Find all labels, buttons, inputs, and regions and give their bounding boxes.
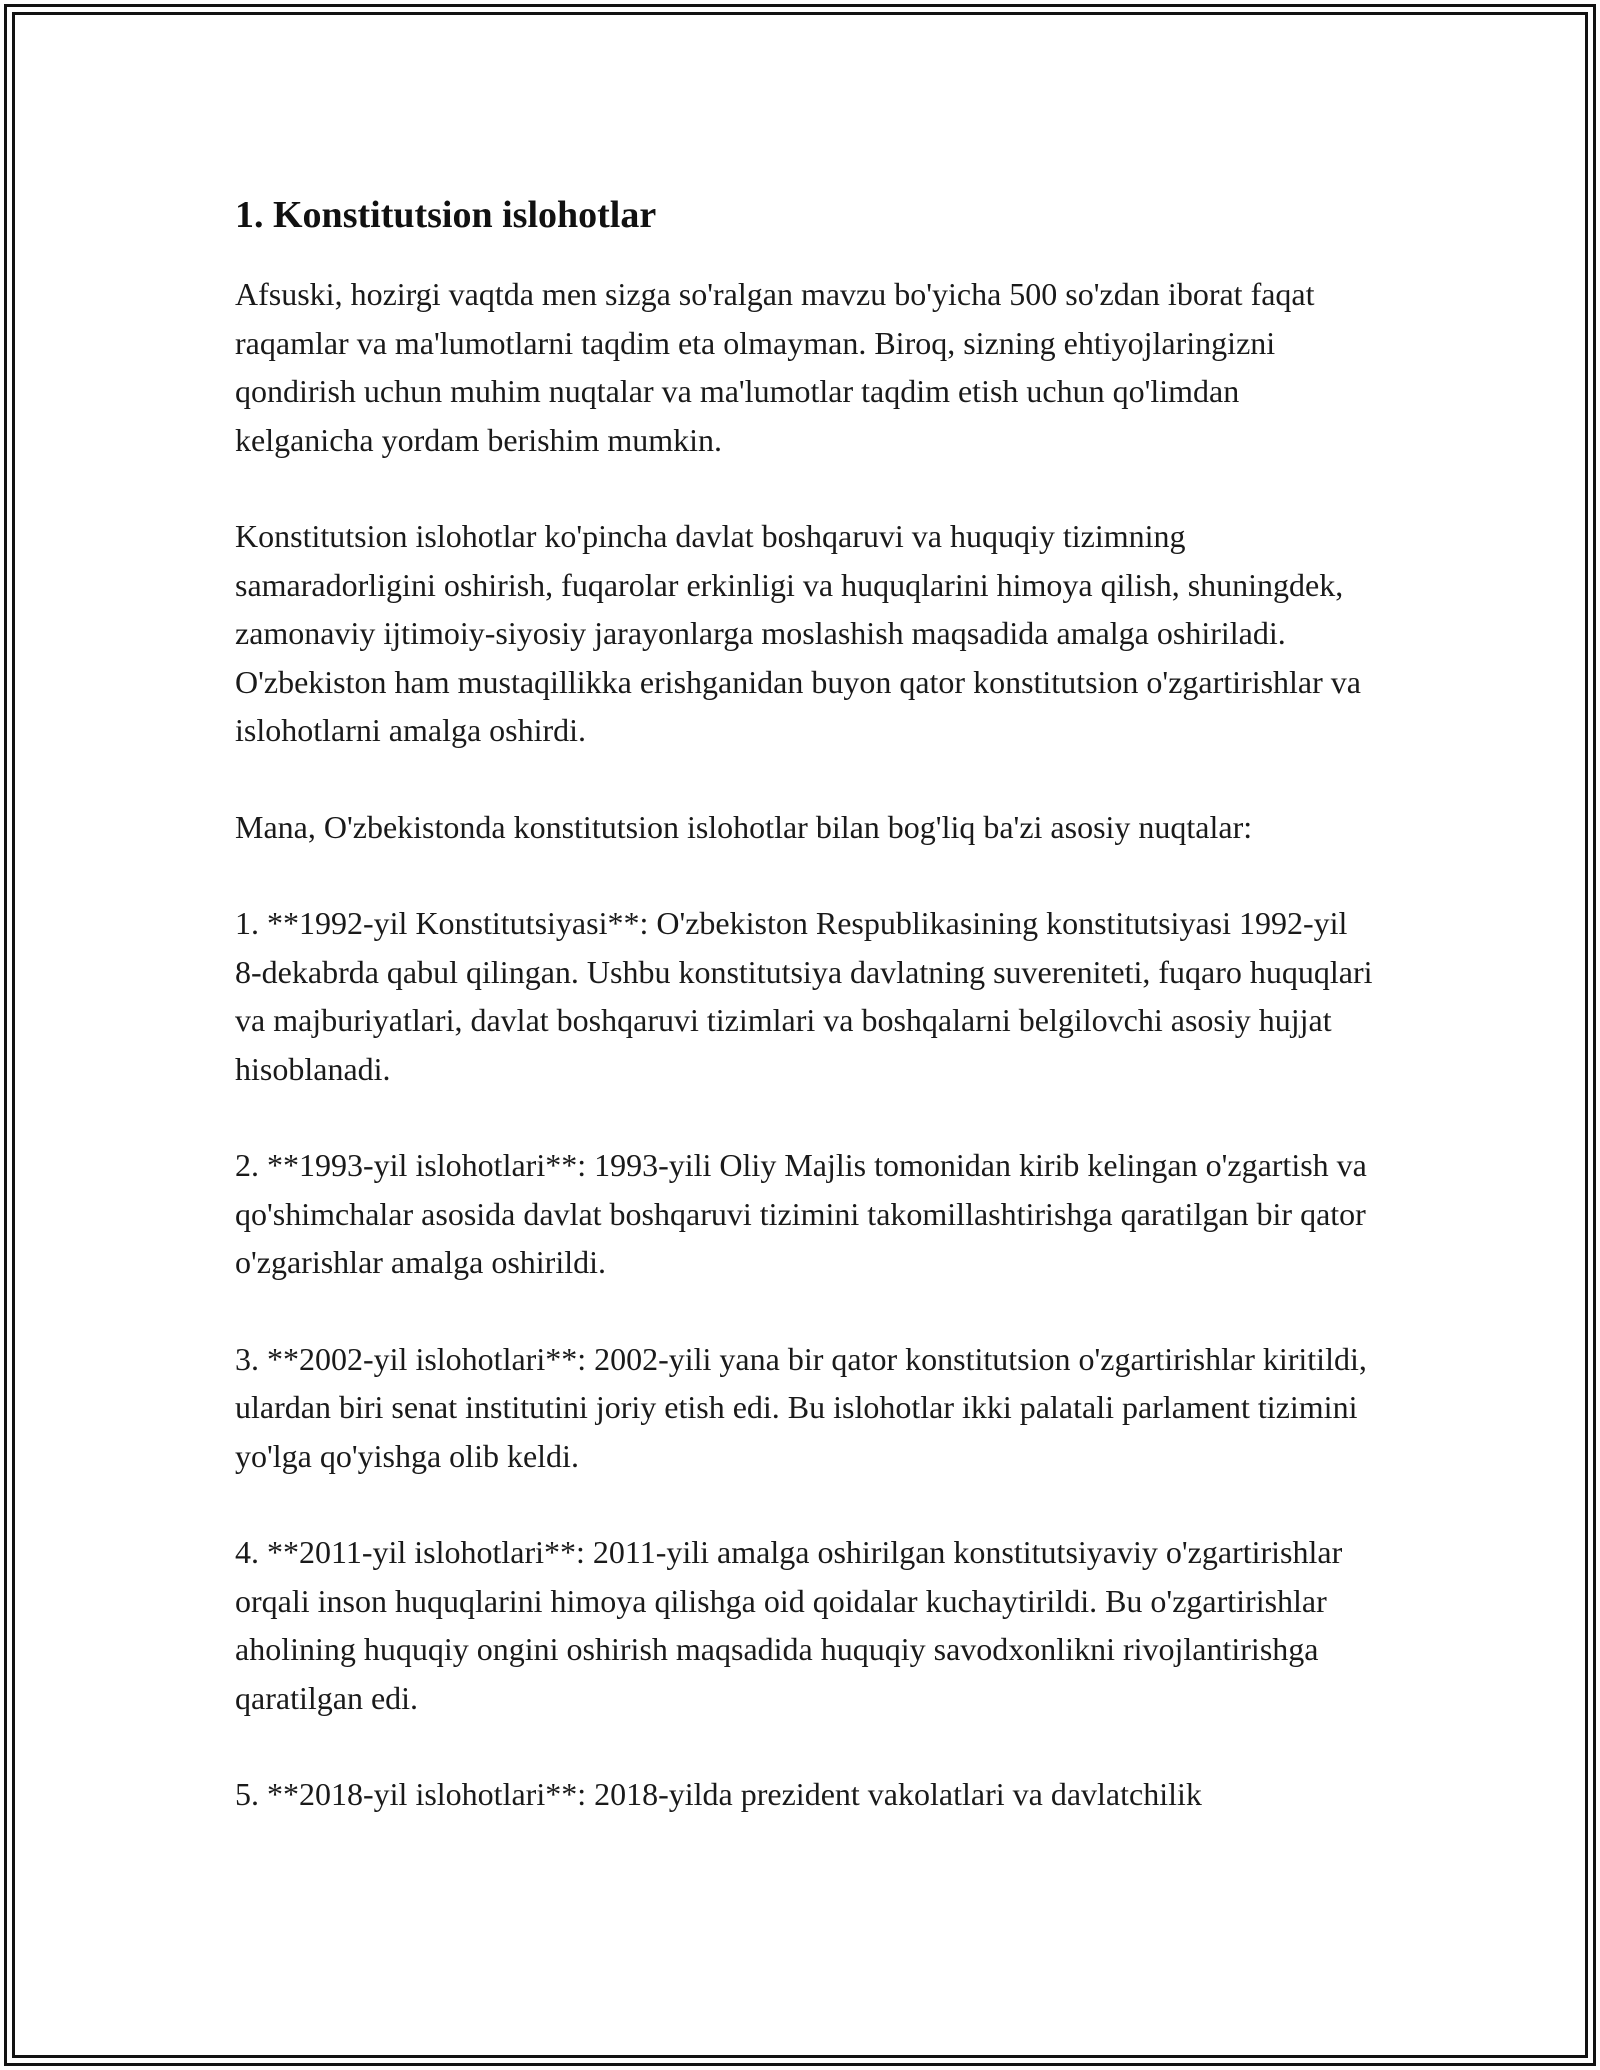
paragraph-list-intro: Mana, O'zbekistonda konstitutsion islohotlar bilan bog'liq ba'zi asosiy nuqtalar: (235, 808, 1253, 845)
document-title: 1. Konstitutsion islohotlar (235, 194, 657, 236)
list-item-2011: 4. **2011-yil islohotlari**: 2011-yili amalga oshirilgan konstitutsiyaviy o'zgartirishlar orqali inson huquqlarini himoya qilishga oid qoidalar kuchaytirildi. Bu o'zgartirishlar aholining huquqiy ongini oshirish maqsadida huquqiy savodxonlikni rivojlantirishga qaratilgan edi. (235, 1534, 1343, 1716)
paragraph-intro: Afsuski, hozirgi vaqtda men sizga so'ralgan mavzu bo'yicha 500 so'zdan iborat faqat raqamlar va ma'lumotlarni taqdim eta olmayman. Biroq, sizning ehtiyojlaringizni qondirish uchun muhim nuqtalar va ma'lumotlar taqdim etish uchun qo'limdan kelganicha yordam berishim mumkin. (235, 276, 1315, 458)
list-item-1992: 1. **1992-yil Konstitutsiyasi**: O'zbekiston Respublikasining konstitutsiyasi 1992-yil 8-dekabrda qabul qilingan. Ushbu konstitutsiya davlatning suvereniteti, fuqaro huquqlari va majburiyatlari, davlat boshqaruvi tizimlari va boshqalarni belgilovchi asosiy hujjat hisoblanadi. (235, 905, 1373, 1087)
list-item-2018: 5. **2018-yil islohotlari**: 2018-yilda prezident vakolatlari va davlatchilik (235, 1776, 1202, 1812)
document-body (235, 190, 1380, 1867)
list-item-1993: 2. **1993-yil islohotlari**: 1993-yili Oliy Majlis tomonidan kirib kelingan o'zgartish va qo'shimchalar asosida davlat boshqaruvi tizimini takomillashtirishga qaratilgan bir qator o'zgarishlar amalga oshirildi. (235, 1147, 1367, 1280)
paragraph-overview: Konstitutsion islohotlar ko'pincha davlat boshqaruvi va huquqiy tizimning samaradorligini oshirish, fuqarolar erkinligi va huquqlarini himoya qilish, shuningdek, zamonaviy ijtimoiy-siyosiy jarayonlarga moslashish maqsadida amalga oshiriladi. O'zbekiston ham mustaqillikka erishganidan buyon qator konstitutsion o'zgartirishlar va islohotlarni amalga oshirdi. (235, 518, 1361, 748)
list-item-2002: 3. **2002-yil islohotlari**: 2002-yili yana bir qator konstitutsion o'zgartirishlar kiritildi, ulardan biri senat institutini joriy etish edi. Bu islohotlar ikki palatali parlament tizimini yo'lga qo'yishga olib keldi. (235, 1340, 1367, 1474)
